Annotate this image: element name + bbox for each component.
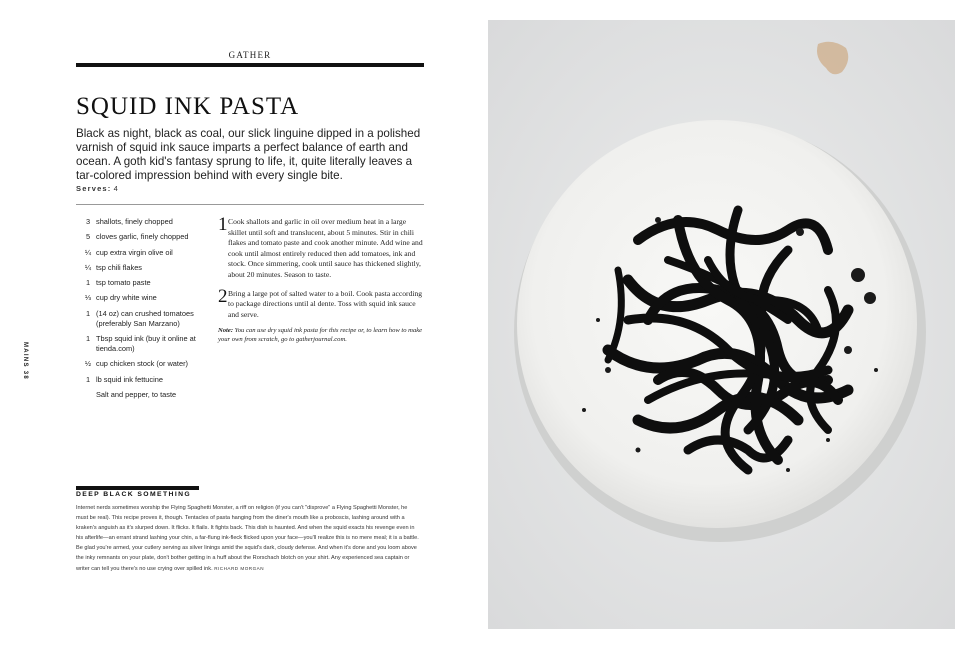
ingredient-qty: 5 [85, 232, 91, 242]
pasta-photo [488, 20, 955, 629]
note-label: Note: [218, 327, 234, 335]
ingredient-qty: 1 [85, 308, 91, 318]
sidebar-rule [76, 486, 199, 490]
ingredient-qty: 1 [85, 278, 91, 288]
pasta-plate-illustration [488, 20, 955, 629]
ingredient-item [82, 293, 212, 303]
step-text: Cook shallots and garlic in oil over medium heat in a large skillet until soft and translucent, about 5 minutes. Stir in chili flakes and tomato paste and cook another minute. Add wine and cook until almost entirely reduced then add tomatoes, ink and stock. Once simmering, cook until sauce has thickened slightly, about 20 minutes. Season to taste. [228, 217, 423, 279]
recipe-note [218, 326, 424, 344]
step-text: Bring a large pot of salted water to a boil. Cook pasta according to package directions until al dente. Toss with squid ink sauce and serve. [228, 288, 423, 319]
plate [517, 120, 917, 528]
ingredient-text: shallots, finely chopped [96, 217, 173, 226]
divider [76, 204, 424, 205]
recipe-title: SQUID INK PASTA [76, 93, 300, 120]
recipe-intro: Black as night, black as coal, our slick linguine dipped in a polished varnish of squid ink sauce imparts a perfect balance of earth and ocean. A goth kid's fantasy sprung to life, it, quite literally leaves a tar-colored impression behind with every single bite. [76, 127, 421, 182]
ingredient-text: Tbsp squid ink (buy it online at tienda.com) [96, 334, 196, 354]
ingredient-qty: ½ [84, 359, 92, 369]
ingredient-item [82, 232, 212, 242]
ingredient-list [82, 217, 212, 405]
ingredient-text: cup extra virgin olive oil [96, 247, 173, 257]
ingredient-item [82, 375, 212, 385]
ingredient-qty: ⅓ [84, 293, 92, 303]
serves [76, 184, 118, 193]
step-number: 2 [218, 285, 228, 307]
ingredient-item [82, 309, 212, 329]
sidebar-title: DEEP BLACK SOMETHING [76, 491, 192, 498]
ingredient-item [82, 248, 212, 258]
ingredient-item [82, 359, 212, 369]
sidebar-text [76, 503, 420, 574]
top-rule [76, 63, 424, 67]
serves-value: 4 [113, 184, 118, 193]
serves-label: Serves: [76, 184, 112, 193]
ingredient-text: cloves garlic, finely chopped [96, 232, 189, 242]
ingredient-text: (14 oz) can crushed tomatoes (preferably San Marzano) [96, 308, 194, 328]
ingredient-qty: ¼ [84, 247, 92, 257]
step-number: 1 [218, 214, 228, 235]
step-item [218, 285, 424, 321]
ingredient-qty: ¼ [84, 262, 92, 272]
section-label: GATHER [228, 50, 272, 60]
section-tab: MAINS 38 [22, 342, 28, 381]
ingredient-text: cup chicken stock (or water) [96, 359, 189, 369]
ingredient-item [82, 217, 212, 227]
ingredient-text: cup dry white wine [96, 293, 157, 303]
ingredient-text: tsp tomato paste [96, 278, 151, 288]
ingredient-item [82, 334, 212, 354]
ingredient-item [82, 278, 212, 288]
ingredient-qty: 3 [85, 217, 91, 226]
sidebar-author: RICHARD MORGAN [214, 565, 265, 571]
ingredient-text: tsp chili flakes [96, 262, 143, 272]
ingredient-item [82, 263, 212, 273]
method-steps [218, 214, 424, 344]
sidebar-body: Internet nerds sometimes worship the Flying Spaghetti Monster, a riff on religion (if you can't "disprove" a Flying Spaghetti Monster, he must be real). This recipe proves it, though. Tentacles of pasta hanging from the diner's mouth like a proboscis, lashing around with a kraken's anguish as it's slurped down. It flicks. It flails. It fights back. This dish is haunted. And when the squid exacts his revenge even in his afterlife—an errant strand lashing your chin, a far-flung ink-fleck flicked upon your face—you'll realize this is no mere meal; it is a battle. Be glad you're armed, your cutlery serving as silver linings amid the squid's dark, cloudy defense. And when it's done and you loom above the inky remnants on your plate, don't bother getting in a huff about the Rorschach blotch on your shirt. Any experienced sea captain or writer can tell you there's no use crying over spilled ink. [76, 505, 419, 572]
ingredient-text: Salt and pepper, to taste [96, 389, 177, 399]
ingredient-text: lb squid ink fettucine [96, 374, 163, 384]
ingredient-qty: 1 [85, 334, 91, 344]
ingredient-qty: 1 [85, 374, 91, 384]
step-item [218, 214, 424, 281]
note-text: You can use dry squid ink pasta for this recipe or, to learn how to make your own from scratch, go to gatherjournal.com. [218, 327, 423, 344]
ingredient-item [82, 390, 212, 400]
